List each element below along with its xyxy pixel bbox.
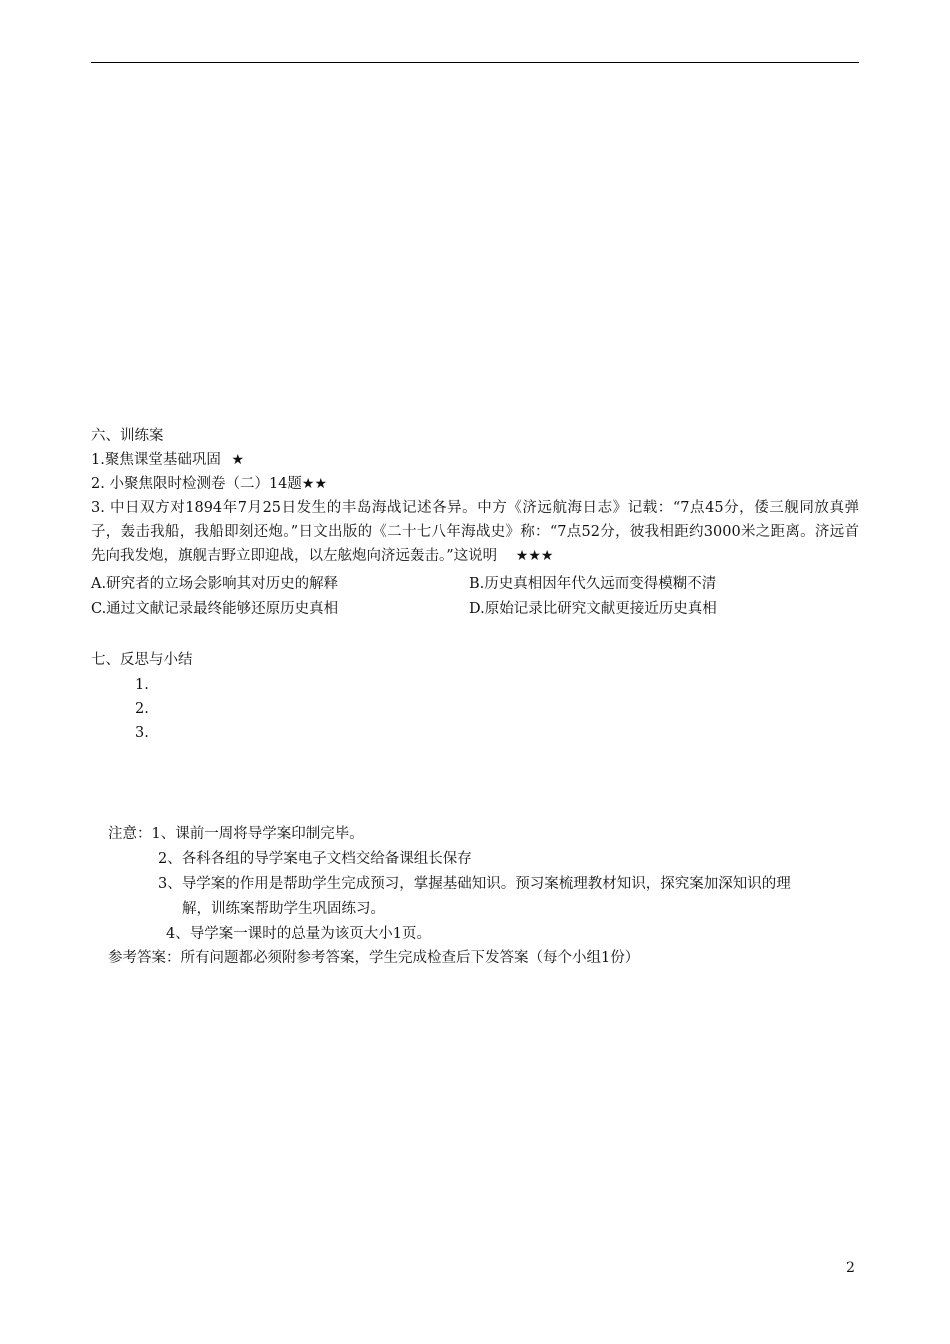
question-3 bbox=[91, 496, 859, 568]
training-item-1-text: 1.聚焦课堂基础巩固 bbox=[91, 452, 221, 468]
section-7-heading: 七、反思与小结 bbox=[91, 652, 193, 668]
summary-item-3: 3. bbox=[135, 725, 149, 741]
training-item-1 bbox=[91, 448, 244, 472]
section-6-heading: 六、训练案 bbox=[91, 428, 164, 444]
reference-answer-note: 参考答案：所有问题都必须附参考答案，学生完成检查后下发答案（每个小组1份） bbox=[108, 950, 640, 966]
question-3-stem: 3. 中日双方对1894年7月25日发生的丰岛海战记述各异。中方《济远航海日志》记载：“7点45分，倭三舰同放真弹子，轰击我船，我船即刻还炮。”日文出版的《二十七八年海战史》称：“7点52分，彼我相距约3000米之距离。济远首先向我发炮，旗舰吉野立即迎战，以左舷炮向济远轰击。”这说明 bbox=[91, 500, 859, 564]
page-number: 2 bbox=[846, 1260, 855, 1276]
training-item-2 bbox=[91, 472, 327, 496]
note-2: 2、各科各组的导学案电子文档交给备课组长保存 bbox=[158, 851, 472, 867]
option-d: D.原始记录比研究文献更接近历史真相 bbox=[469, 601, 717, 617]
note-1: 注意：1、课前一周将导学案印制完毕。 bbox=[108, 826, 364, 842]
difficulty-stars-2: ★★ bbox=[301, 476, 328, 492]
header-rule bbox=[91, 62, 859, 63]
note-3-line-2: 解，训练案帮助学生巩固练习。 bbox=[182, 901, 385, 917]
note-3-line-1: 3、导学案的作用是帮助学生完成预习，掌握基础知识。预习案梳理教材知识，探究案加深知识的理 bbox=[158, 876, 791, 892]
summary-item-1: 1. bbox=[135, 677, 149, 693]
difficulty-stars-3: ★★★ bbox=[515, 548, 554, 564]
option-c: C.通过文献记录最终能够还原历史真相 bbox=[91, 601, 339, 617]
note-4: 4、导学案一课时的总量为该页大小1页。 bbox=[166, 926, 431, 942]
summary-item-2: 2. bbox=[135, 701, 149, 717]
option-b: B.历史真相因年代久远而变得模糊不清 bbox=[469, 576, 717, 592]
training-item-2-text: 2. 小聚焦限时检测卷（二）14题 bbox=[91, 476, 302, 492]
difficulty-stars-1: ★ bbox=[231, 452, 245, 468]
option-a: A.研究者的立场会影响其对历史的解释 bbox=[91, 576, 339, 592]
